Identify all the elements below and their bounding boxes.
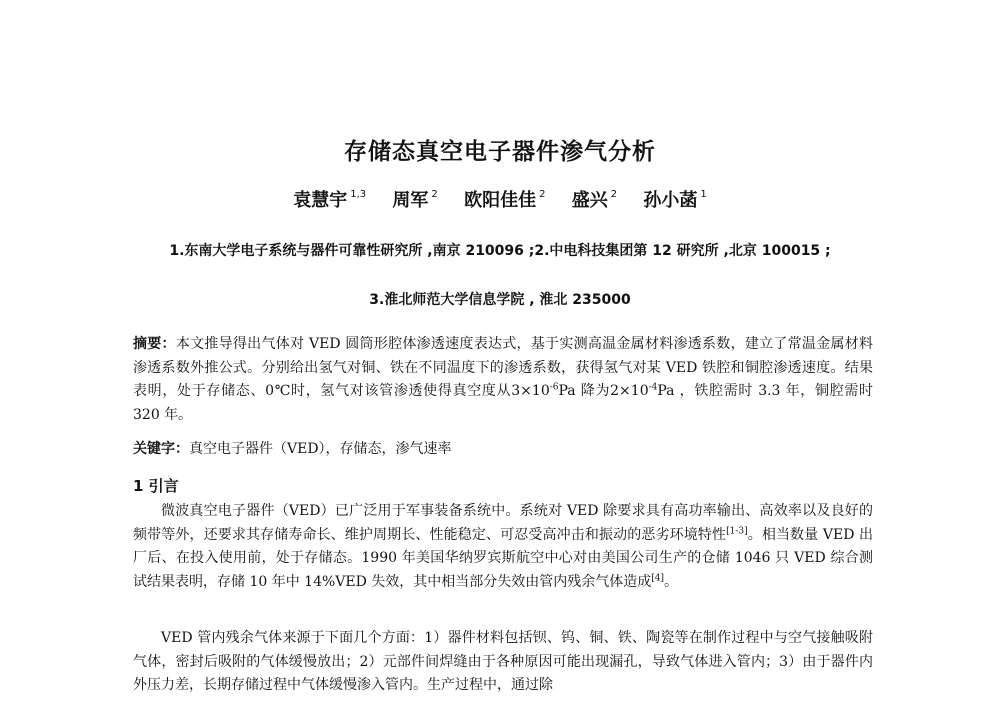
author-affiliation-mark: 2 [431,189,438,200]
author-affiliation-mark: 1 [700,189,707,200]
author-list [0,186,1000,212]
affiliation-line-2: 3.淮北师范大学信息学院 , 淮北 235000 [369,292,631,308]
section-heading: 1 引言 [133,477,179,495]
abstract-label: 摘要： [133,336,176,352]
affiliation-line-1: 1.东南大学电子系统与器件可靠性研究所 ,南京 210096 ;2.中电科技集团第 12 研究所 ,北京 100015 ; [169,243,831,259]
author-affiliation-mark: 2 [539,189,546,200]
paper-title: 存储态真空电子器件渗气分析 [344,139,656,165]
author: 周军 $^2$ [392,189,438,211]
body-paragraph: 微波真空电子器件（VED）已广泛用于军事装备系统中。系统对 VED 除要求具有高功率输出、高效率以及良好的频带等外，还要求其存储寿命长、维护周期长、性能稳定、可忍受高冲击和振动的恶劣环境特性[1-3]。相当数量 VED 出厂后、在投入使用前，处于存储态。1990 年美国华纳罗宾斯航空中心对由美国公司生产的仓储 1046 只 VED 综合测试结果表明，存储 10 年中 14%VED 失效，其中相当部分失效由管内残余气体造成[4]。 [133,503,873,590]
author: 袁慧宇 $^{1,3}$ [293,189,367,211]
abstract: 摘要：本文推导得出气体对 VED 圆筒形腔体渗透速度表达式，基于实测高温金属材料渗透系数，建立了常温金属材料渗透系数外推公式。分别给出氢气对铜、铁在不同温度下的渗透系数，获得氢气对某 VED 铁腔和铜腔渗透速度。结果表明，处于存储态、0℃时，氢气对该管渗透使得真空度从$3\times 10^{-6}Pa$ 降为$2\times 10^{-4}Pa$ ，铁腔需时 3.3 年，铜腔需时 320 年。 [133,336,874,423]
keywords: 关键字：真空电子器件（VED），存储态，渗气速率 [133,441,452,457]
author-affiliation-mark: 1,3 [350,189,367,200]
keywords-label: 关键字： [133,441,189,457]
author: 欧阳佳佳 $^2$ [464,189,546,211]
author: 孙小菡 $^1$ [643,189,707,211]
citation: [1-3] [726,525,748,536]
author-affiliation-mark: 2 [610,189,618,200]
citation: [4] [651,573,665,584]
author: 盛兴 $^2$ [571,189,618,211]
body-paragraph: VED 管内残余气体来源于下面几个方面：1）器件材料包括钡、钨、铜、铁、陶瓷等在制作过程中与空气接触吸附气体，密封后吸附的气体缓慢放出；2）元部件间焊缝由于各种原因可能出现漏孔，导致气体进入管内；3）由于器件内外压力差，长期存储过程中气体缓慢渗入管内。生产过程中，通过除 [133,630,873,694]
